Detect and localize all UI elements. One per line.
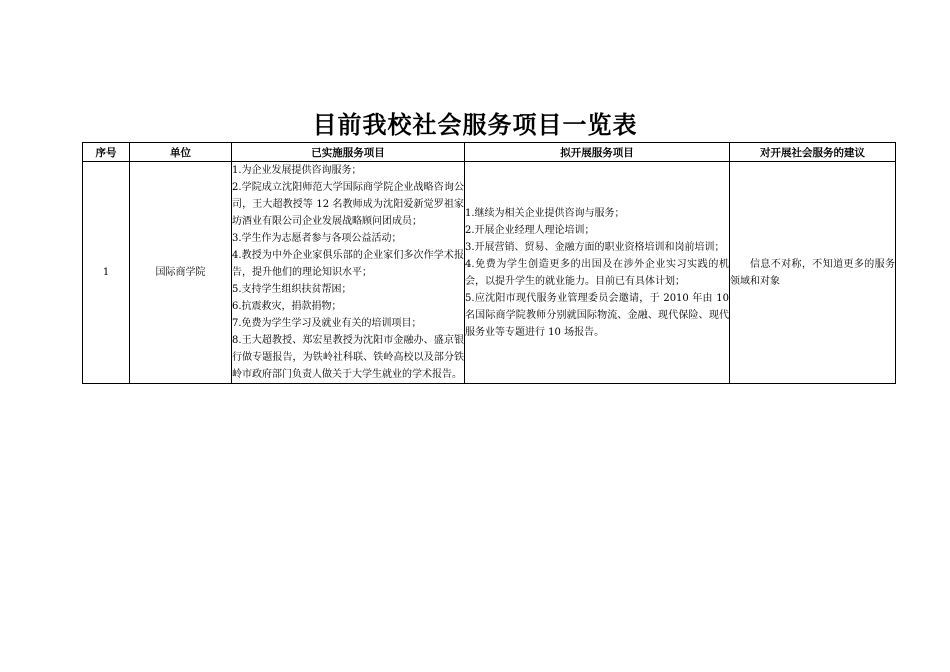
implemented-item: 5.支持学生组织扶贫帮困；	[232, 284, 352, 295]
table-row	[83, 162, 896, 384]
header-serial-number: 序号	[83, 143, 130, 162]
header-implemented-projects: 已实施服务项目	[232, 143, 465, 162]
planned-item: 3.开展营销、贸易、金融方面的职业资格培训和岗前培训；	[465, 241, 725, 253]
planned-item: 2.开展企业经理人理论培训；	[465, 224, 595, 236]
planned-projects-cell	[465, 162, 730, 384]
suggestion-text: 信息不对称，不知道更多的服务领域和对象	[730, 258, 895, 287]
header-planned-projects: 拟开展服务项目	[465, 143, 730, 162]
planned-item: 4.免费为学生创造更多的出国及在涉外企业实习实践的机会，以提升学生的就业能力。目前已有具体计划；	[465, 258, 729, 287]
header-row	[83, 143, 896, 162]
suggestions-cell	[730, 162, 896, 384]
implemented-item: 2.学院成立沈阳师范大学国际商学院企业战略咨询公司，王大超教授等 12 名教师成为沈阳爱新觉罗祖家坊酒业有限公司企业发展战略顾问团成员；	[232, 182, 464, 227]
planned-item: 5.应沈阳市现代服务业管理委员会邀请，于 2010 年由 10 名国际商学院教师分别就国际物流、金融、现代保险、现代服务业等专题进行 10 场报告。	[465, 292, 729, 338]
page-title: 目前我校社会服务项目一览表	[312, 111, 638, 139]
implemented-projects-cell	[232, 162, 465, 384]
header-suggestions: 对开展社会服务的建议	[730, 143, 896, 162]
implemented-item: 1.为企业发展提供咨询服务；	[232, 165, 362, 176]
planned-item: 1.继续为相关企业提供咨询与服务；	[465, 207, 625, 219]
row-unit: 国际商学院	[130, 162, 232, 384]
implemented-item: 8.王大超教授、郑宏星教授为沈阳市金融办、盛京银行做专题报告，为铁岭社科联、铁岭高校以及部分铁岭市政府部门负责人做关于大学生就业的学术报告。	[232, 335, 464, 380]
implemented-item: 3.学生作为志愿者参与各项公益活动；	[232, 233, 402, 244]
implemented-item: 6.抗震救灾，捐款捐物；	[232, 301, 342, 312]
header-unit: 单位	[130, 143, 232, 162]
row-serial-number: 1	[83, 162, 130, 384]
implemented-item: 7.免费为学生学习及就业有关的培训项目；	[232, 318, 422, 329]
services-table	[82, 142, 896, 384]
implemented-item: 4.教授为中外企业家俱乐部的企业家们多次作学术报告，提升他们的理论知识水平；	[232, 250, 464, 278]
